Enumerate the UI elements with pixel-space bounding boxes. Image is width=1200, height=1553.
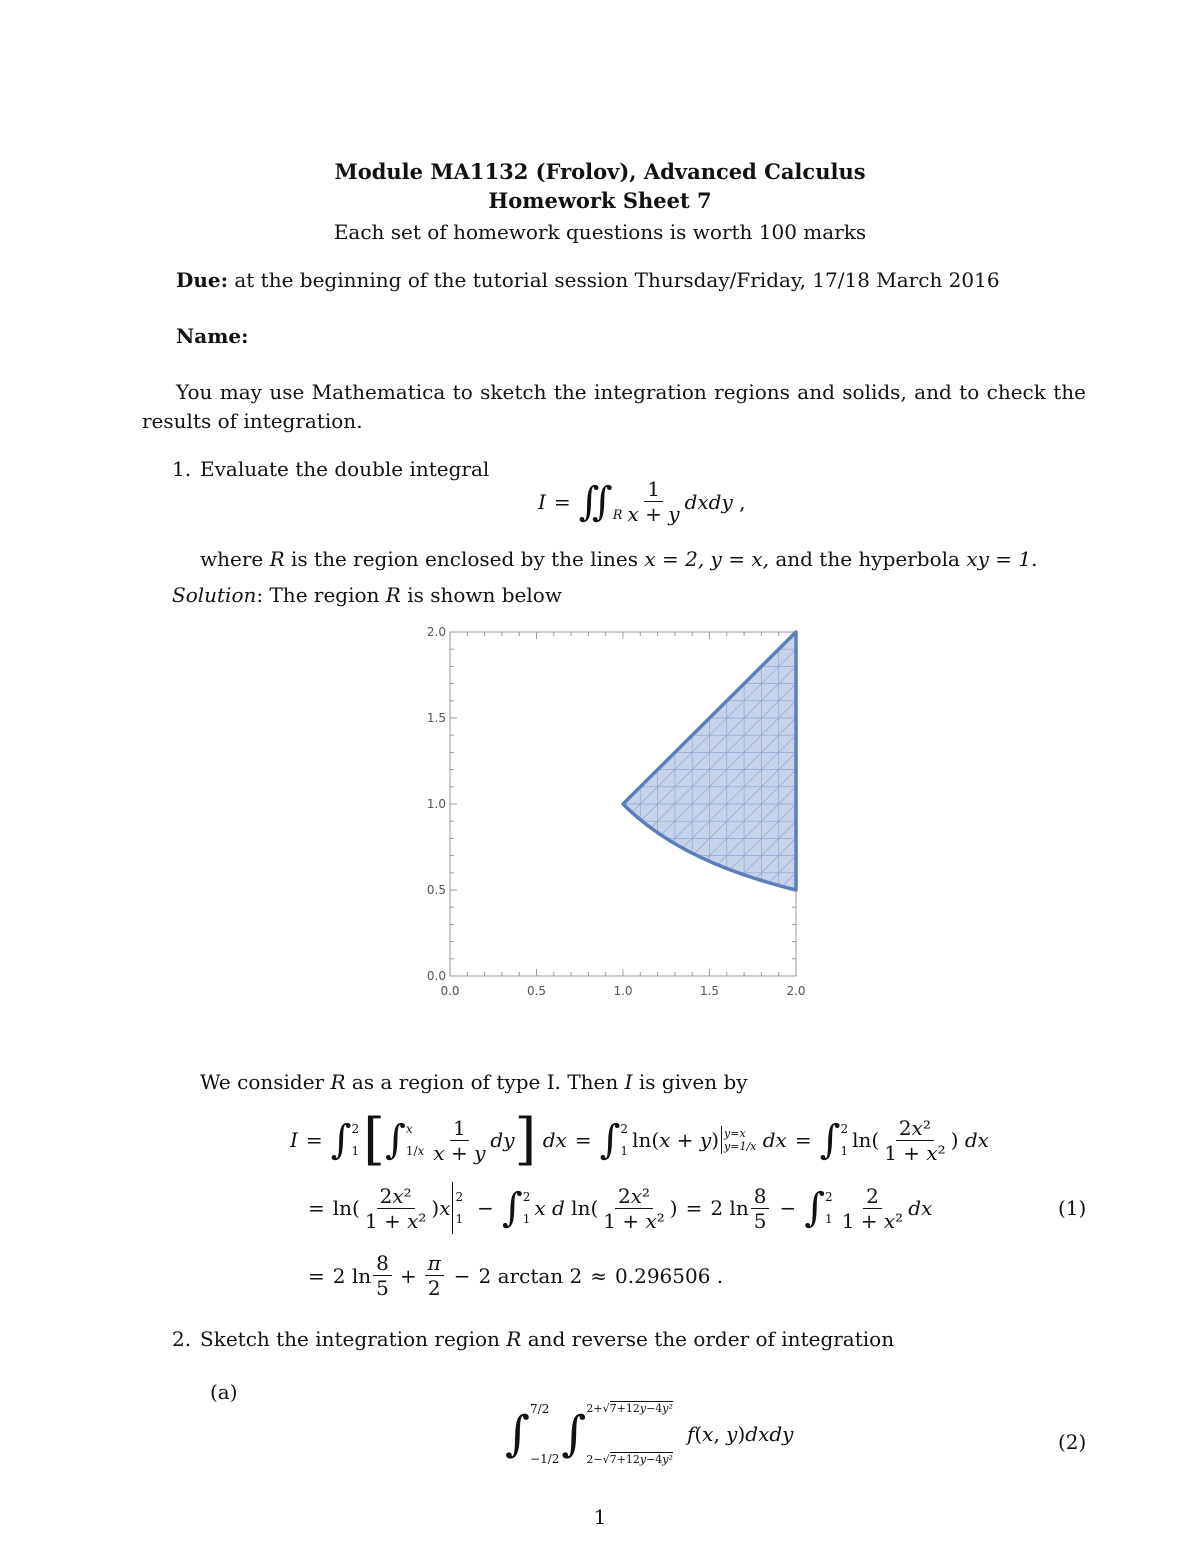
solution-label: Solution	[172, 583, 257, 607]
q1-eq-line-2: = ln( $\frac{\text{2x²}}{\text{1 + x²}}$ ) x 2 1 − ∫ 2 1 x d ln( $\frac{\text{2x²}}{\text{1 + x²}}$ ) = 2 ln $\frac{8}{5}$ − ∫ 2 1 $\frac{2}{\text{1 + x²}}$ dx	[308, 1183, 933, 1233]
x-tick-label: 1.0	[613, 984, 633, 998]
x-tick-label: 1.5	[699, 984, 720, 998]
intro-line-2: results of integration.	[142, 409, 363, 433]
q1-solution-intro: Solution: The region R is shown below	[172, 583, 562, 607]
name-label: Name:	[176, 324, 249, 348]
due-text: at the beginning of the tutorial session Thursday/Friday, 17/18 March 2016	[234, 268, 1000, 292]
q1-where: where R is the region enclosed by the lines x = 2, y = x, and the hyperbola xy = 1.	[200, 547, 1038, 571]
eq-number-1: (1)	[1058, 1196, 1087, 1220]
q2-part-a: (a)	[210, 1380, 238, 1404]
eq-number-2: (2)	[1058, 1430, 1087, 1454]
q1-eq-line-3: = 2 ln $\frac{8}{5}$ + $\frac{\pi}{2}$ − 2 arctan 2 ≈ 0.296506 .	[308, 1251, 724, 1300]
y-tick-label: 1.0	[426, 797, 446, 811]
paper-title: Module MA1132 (Frolov), Advanced Calculus	[334, 159, 866, 184]
q1-result: 0.296506	[615, 1263, 711, 1288]
y-tick-label: 2.0	[426, 625, 446, 639]
x-tick-label: 0.5	[526, 984, 547, 998]
marks-note: Each set of homework questions is worth 100 marks	[333, 220, 867, 244]
page-number: 1	[593, 1505, 607, 1529]
y-tick-label: 1.5	[426, 711, 446, 725]
due-line	[176, 268, 1000, 292]
x-tick-label: 0.0	[440, 984, 460, 998]
q1-eq-line-1: I = ∫ 2 1 [ ∫ x 1/x $\frac{1}{x + y}$ dy ] dx = ∫ 2 1 ln(x + y) y=x y=1/x dx = ∫ 2 1 ln( $\frac{\text{2x²}}{\text{1 + x²}}$ ) dx	[290, 1107, 989, 1172]
q1-text: Evaluate the double integral	[200, 457, 490, 481]
region-mesh	[450, 620, 796, 1010]
sheet-title: Homework Sheet 7	[488, 188, 712, 213]
due-label: Due:	[176, 268, 228, 292]
y-tick-label: 0.5	[426, 883, 446, 897]
q1-number: 1.	[172, 457, 192, 481]
q2-number: 2.	[172, 1327, 192, 1351]
y-tick-label: 0.0	[426, 969, 446, 983]
x-tick-label: 2.0	[786, 984, 806, 998]
region-plot	[410, 620, 810, 1010]
q1-type-line: We consider R as a region of type I. Then I is given by	[200, 1070, 748, 1094]
intro-line-1: You may use Mathematica to sketch the integration regions and solids, and to check the	[176, 380, 1086, 404]
q2-text: Sketch the integration region R and reverse the order of integration	[200, 1327, 895, 1351]
q1-integral: I = ∬ $_R$ $\frac{1}{x + y}$ dxdy ,	[538, 477, 746, 526]
q2-integral: ∫ 7/2 −1/2 ∫ 2+√7+12y−4y² 2−√7+12y−4y² f (x, y) dxdy	[505, 1402, 794, 1466]
